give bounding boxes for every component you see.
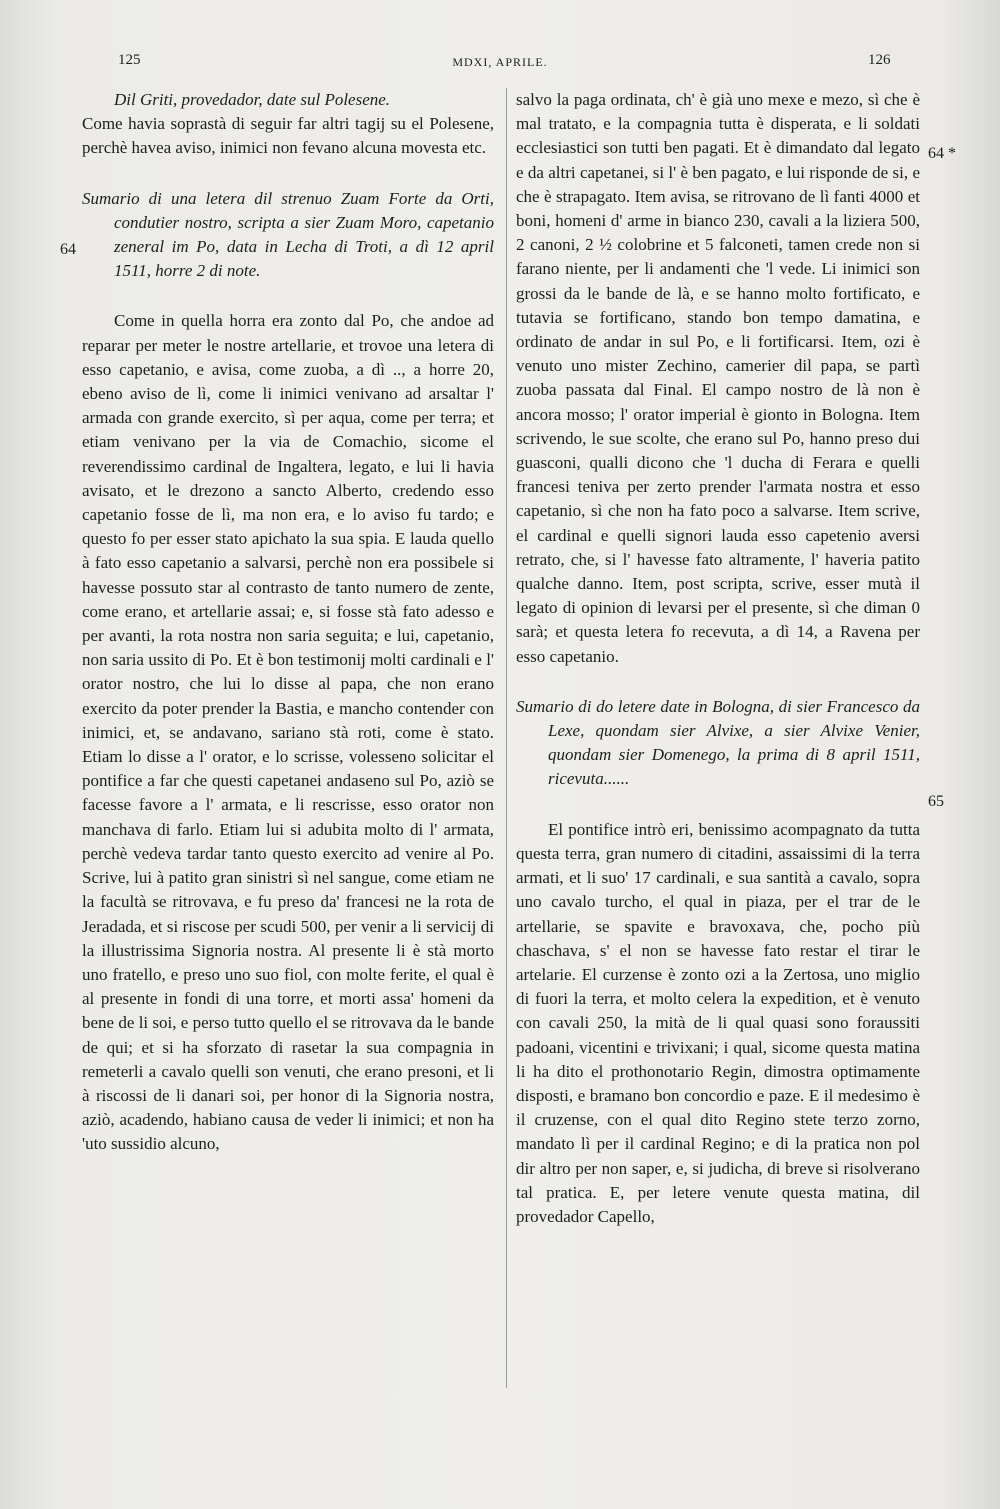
margin-number-right-top: 64 * xyxy=(928,145,956,162)
running-title: MDXI, APRILE. xyxy=(452,55,548,69)
page-number-right: 126 xyxy=(868,52,891,68)
left-heading-2: Sumario di una letera dil strenuo Zuam Forte da Orti, condutier nostro, scripta a sier Zuam Moro, capetanio zeneral im Po, data in Lecha di Troti, a dì 12 april 1511, horre 2 di note. xyxy=(82,188,494,281)
right-column xyxy=(516,88,920,1229)
right-paragraph-1: salvo la paga ordinata, ch' è già uno mexe e mezo, sì che è mal tratato, e la compagnia tutta è disperata, e li soldati ecclesiastici son tutti ben pagati. Et è dimandato dal legato e da altri capetanei, si l' è ben pagato, e lui risponde de si, e che è strapagato. Item avisa, se ritrovano de lì fanti 4000 et boni, homeni d' arme in bianco 230, cavali a la liziera 500, 2 canoni, 2 ½ colobrine et 5 falconeti, tamen crede non si farano niente, per li andamenti che 'l vede. Li inimici son grossi da le bande de là, e se hanno molto fortificato, e tutavia se fortificano, stando bon tempo damatina, e ordinato de andar in sul Po, e li fortificarsi. Item, ozi è venuto uno mister Zechino, camerier dil papa, se partì zuoba passata dal Final. El campo nostro de là non è ancora mosso; l' orator imperial è gionto in Bologna. Item scrivendo, le sue scolte, che erano sul Po, hanno preso dui guasconi, qualli dicono che 'l ducha di Ferara e quelli francesi teniva per zerto prender l'armata nostra et esso capetanio, sì che non ha fato poco a salvarse. Item scrive, el cardinal e quelli signori lauda esso capetenio aversi retrato, che, si l' havesse fato altramente, l' haveria patito qualche danno. Item, post scripta, scrive, esser mutà il legato di opinion di levarsi per el presente, sì che diman 0 sarà; et questa letera fo recevuta, a dì 14, a Ravena per esso capetanio. xyxy=(516,90,920,666)
spacer xyxy=(82,283,494,309)
margin-number-right-bottom: 65 xyxy=(928,793,944,810)
page-number-left: 125 xyxy=(118,52,141,68)
left-paragraph-1: Come havia soprastà di seguir far altri tagij su el Polesene, perchè havea aviso, inimici non fevano alcuna movesta etc. xyxy=(82,114,494,158)
left-column xyxy=(82,88,494,1157)
right-heading-1: Sumario di do letere date in Bologna, di sier Francesco da Lexe, quondam sier Alvixe, a sier Alvixe Venier, quondam sier Domenego, la prima di 8 april 1511, ricevuta...... xyxy=(516,696,920,789)
spacer xyxy=(82,161,494,187)
left-paragraph-2: Come in quella horra era zonto dal Po, che andoe ad reparar per meter le nostre artellarie, et trovoe una letera di esso capetanio, e avisa, come zuoba, a dì .., a horre 20, ebeno aviso de lì, come li inimici venivano ad arsaltar l' armada con grande exercito, sì per aqua, come per terra; et etiam venivano per la via de Comachio, sicome el reverendissimo cardinal de Ingaltera, legato, e lui li havia avisato, et le drezono a sancto Alberto, credendo esso capetanio fosse de lì, ma non era, e lo aviso fu tardo; e questo fo per esser stato apichato la sua spia. E lauda quello à fato esso capetanio a salvarsi, perchè non era possibele si havesse possuto star al contrasto de tanto numero de zente, come erano, et artellarie assai; e, si fosse stà fato adesso e per avanti, la rota nostra non saria seguita; e lui, capetanio, non saria ussito di Po. Et è bon testimonij molti cardinali e l' orator nostro, che lui lo disse al papa, che non erano exercito da poter prender la Bastia, e mancho contender con inimici, et, se andavano, sariano stà roti, come è stato. Etiam lo disse a l' orator, e lo scrisse, volesseno solicitar el pontifice a far che questi capetanei andaseno sul Po, aziò se facesse favore a l' armata, e li rescrisse, esso orator non manchava di farlo. Etiam lui si adubita molto di l' armata, perchè vedeva tardar tanto questo exercito ad venire al Po. Scrive, lui à patito gran sinistri sì nel sangue, come etiam ne la facultà se ritrovava, e fu preso da' francesi ne la rota de Jeradada, et si riscose per scudi 500, per venir a li servicij di la illustrissima Signoria nostra. Al presente li è stà morto uno fratello, e preso uno suo fiol, con molte ferite, el qual è al presente in fondi di una torre, et morti assa' homeni da bene de li soi, e perso tutto quello el se ritrovava da le bande de qui; et si ha sforzato di rasetar la sua compagnia in remeterli a cavalo quelli son venuti, che erano presoni, et li à riscossi de li danari soi, per honor di la Signoria nostra, aziò, acadendo, habiano causa de veder li inimici; et non ha 'uto sussidio alcuno, xyxy=(82,311,494,1154)
spacer xyxy=(516,792,920,818)
column-divider xyxy=(506,88,507,1388)
margin-number-left: 64 xyxy=(60,241,76,258)
running-header xyxy=(0,52,1000,76)
left-heading-1: Dil Griti, provedador, date sul Polesene. xyxy=(114,90,391,109)
spacer xyxy=(516,669,920,695)
right-paragraph-2: El pontifice intrò eri, benissimo acompagnato da tutta questa terra, gran numero di citadini, assaissimi di la terra armati, et li suo' 17 cardinali, e sua santità a cavalo, sopra uno cavalo turcho, el qual in piaza, per el trar de le artellarie, se spavite e bravoxava, che, pocho più chaschava, s' el non se havesse fato restar el tirar le artelarie. El curzense è zonto ozi a la Zertosa, uno miglio di fuori la terra, et molto celera la expedition, et è venuto con cavali 250, la mità de li qual quasi sono foraussiti padoani, vicentini e trivixani; i qual, sicome questa matina li ha dito el prothonotario Regin, dimostra optimamente disposti, e bramano bon concordio e paze. E il medesimo è il cruzense, con el qual dito Regino stete terzo zorno, mandato lì per il cardinal Regino; e di la pratica non pol dir altro per non saper, e, si judicha, di breve si risolverano tal pratica. E, per letere venute questa matina, dil provedador Capello, xyxy=(516,819,920,1226)
